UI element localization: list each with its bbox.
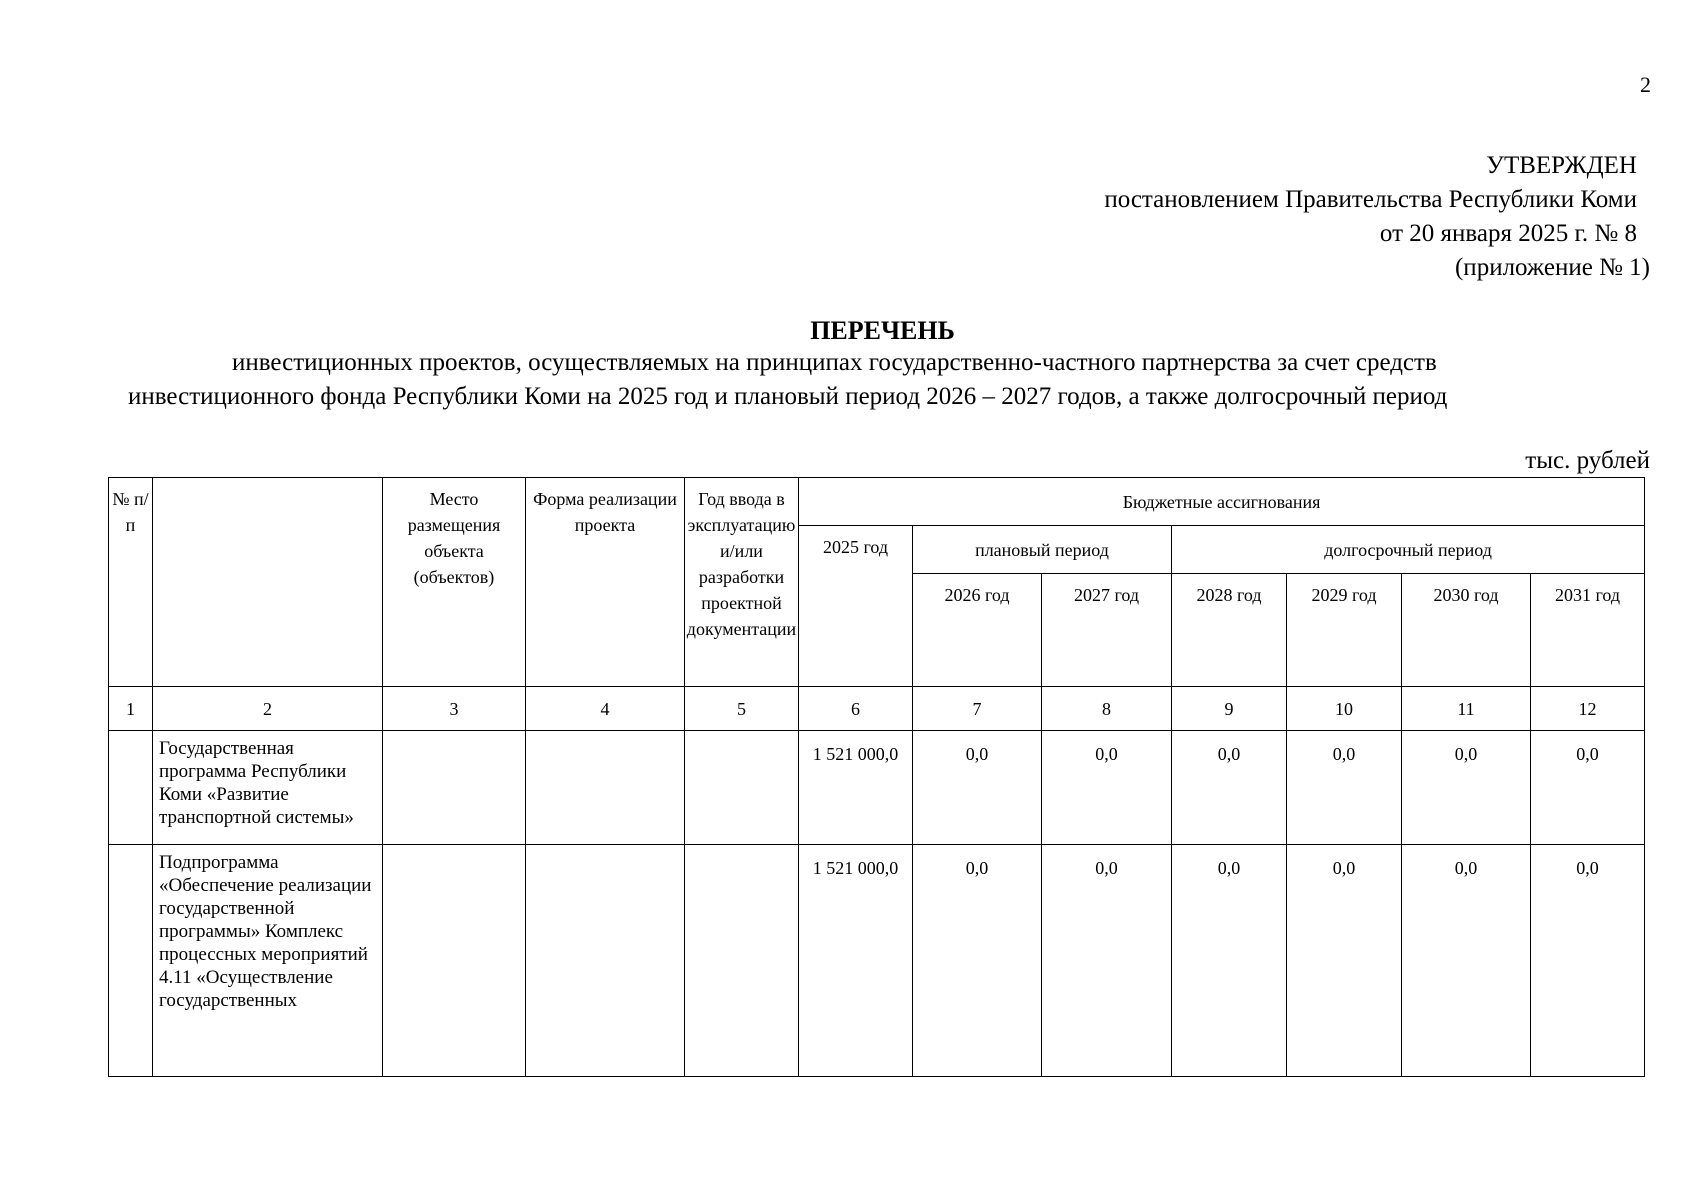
row-value-2029: 0,0: [1287, 731, 1402, 845]
column-number: 7: [913, 687, 1042, 731]
header-planned-period: плановый период: [913, 526, 1172, 574]
header-2028: 2028 год: [1172, 574, 1287, 687]
row-value-2028: 0,0: [1172, 731, 1287, 845]
table-row: [109, 845, 1645, 1077]
header-no: № п/п: [109, 478, 153, 687]
row-no: [109, 731, 153, 845]
row-value-2029: 0,0: [1287, 845, 1402, 1077]
row-year: [685, 731, 799, 845]
row-year: [685, 845, 799, 1077]
header-2031: 2031 год: [1531, 574, 1645, 687]
header-form: Форма реализации проекта: [526, 478, 685, 687]
column-number: 8: [1042, 687, 1172, 731]
approval-appendix: (приложение № 1): [1454, 254, 1650, 281]
column-number: 12: [1531, 687, 1645, 731]
row-value-2028: 0,0: [1172, 845, 1287, 1077]
row-form: [526, 845, 685, 1077]
column-number: 9: [1172, 687, 1287, 731]
row-value-2027: 0,0: [1042, 731, 1172, 845]
column-number: 10: [1287, 687, 1402, 731]
row-value-2025: 1 521 000,0: [799, 845, 913, 1077]
row-value-2027: 0,0: [1042, 845, 1172, 1077]
row-value-2031: 0,0: [1531, 845, 1645, 1077]
column-number: 4: [526, 687, 685, 731]
row-value-2030: 0,0: [1402, 731, 1531, 845]
column-number: 3: [383, 687, 526, 731]
document-subtitle-line-2: инвестиционного фонда Республики Коми на 2025 год и плановый период 2026 – 2027 годов, а также долгосрочный период: [128, 383, 1448, 410]
row-location: [383, 845, 526, 1077]
document-title: ПЕРЕЧЕНЬ: [810, 316, 955, 345]
row-form: [526, 731, 685, 845]
header-name: [153, 478, 383, 687]
header-2030: 2030 год: [1402, 574, 1531, 687]
column-number: 6: [799, 687, 913, 731]
row-value-2030: 0,0: [1402, 845, 1531, 1077]
header-2025: 2025 год: [799, 526, 913, 687]
header-2029: 2029 год: [1287, 574, 1402, 687]
row-value-2026: 0,0: [913, 845, 1042, 1077]
row-name: Государственная программа Республики Коми «Развитие транспортной системы»: [153, 731, 383, 845]
header-2027: 2027 год: [1042, 574, 1172, 687]
column-number: 5: [685, 687, 799, 731]
row-value-2026: 0,0: [913, 731, 1042, 845]
column-number: 2: [153, 687, 383, 731]
header-2026: 2026 год: [913, 574, 1042, 687]
table-row: [109, 731, 1645, 845]
row-value-2025: 1 521 000,0: [799, 731, 913, 845]
document-subtitle-line-1: инвестиционных проектов, осуществляемых на принципах государственно-частного партнерства за счет средств: [232, 349, 1437, 376]
header-budget-allocations: Бюджетные ассигнования: [799, 478, 1645, 526]
row-value-2031: 0,0: [1531, 731, 1645, 845]
approval-stamp-line: УТВЕРЖДЕН: [1486, 152, 1637, 179]
row-location: [383, 731, 526, 845]
investment-projects-table: [108, 477, 1645, 1077]
approval-date: от 20 января 2025 г. № 8: [1379, 220, 1637, 247]
header-longterm-period: долгосрочный период: [1172, 526, 1645, 574]
approval-authority: постановлением Правительства Республики Коми: [1104, 186, 1637, 213]
row-name: Подпрограмма «Обеспечение реализации государственной программы» Комплекс процессных мероприятий 4.11 «Осуществление государственных: [153, 845, 383, 1077]
column-number: 1: [109, 687, 153, 731]
row-no: [109, 845, 153, 1077]
currency-unit: тыс. рублей: [1525, 447, 1650, 474]
header-location: Место размещения объекта (объектов): [383, 478, 526, 687]
column-number: 11: [1402, 687, 1531, 731]
page-number: 2: [1640, 72, 1651, 97]
header-year-commission: Год ввода в эксплуатацию и/или разработки проектной документации: [685, 478, 799, 687]
